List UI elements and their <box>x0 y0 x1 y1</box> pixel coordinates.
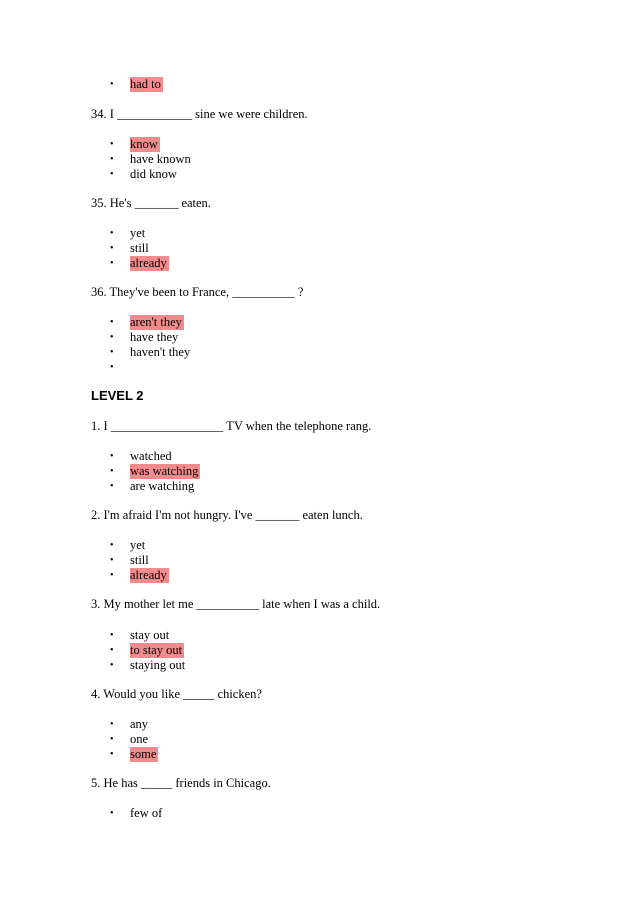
bullet-icon: • <box>110 645 114 656</box>
bullet-icon: • <box>110 481 114 492</box>
bullet-icon: • <box>110 258 114 269</box>
bullet-icon: • <box>110 734 114 745</box>
bullet-icon: • <box>110 317 114 328</box>
option-label: few of <box>130 806 163 820</box>
bullet-icon: • <box>110 139 114 150</box>
option-label: haven't they <box>130 345 191 359</box>
bullet-icon: • <box>110 169 114 180</box>
bullet-icon: • <box>110 749 114 760</box>
section-heading: LEVEL 2 <box>91 388 144 403</box>
option-label: have known <box>130 152 191 166</box>
bullet-icon: • <box>110 332 114 343</box>
option-label: have they <box>130 330 179 344</box>
bullet-icon: • <box>110 451 114 462</box>
bullet-icon: • <box>110 808 114 819</box>
option-label: one <box>130 732 149 746</box>
question-text: 1. I __________________ TV when the telephone rang. <box>91 419 372 433</box>
question-text: 2. I'm afraid I'm not hungry. I've _______ eaten lunch. <box>91 508 363 522</box>
option-label: staying out <box>130 658 186 672</box>
option-label: know <box>130 137 158 151</box>
option-label: stay out <box>130 628 170 642</box>
option-label: had to <box>130 77 161 91</box>
option-label: any <box>130 717 149 731</box>
option-label: are watching <box>130 479 195 493</box>
bullet-icon: • <box>110 540 114 551</box>
option-label: watched <box>130 449 172 463</box>
option-label: to stay out <box>130 643 183 657</box>
option-label: already <box>130 256 167 270</box>
bullet-icon: • <box>110 555 114 566</box>
bullet-icon: • <box>110 466 114 477</box>
bullet-icon: • <box>110 719 114 730</box>
question-text: 4. Would you like _____ chicken? <box>91 687 262 701</box>
question-text: 35. He's _______ eaten. <box>91 196 211 210</box>
option-label: yet <box>130 538 146 552</box>
option-label: aren't they <box>130 315 182 329</box>
bullet-icon: • <box>110 347 114 358</box>
option-label: still <box>130 241 149 255</box>
option-label: some <box>130 747 157 761</box>
option-label: still <box>130 553 149 567</box>
bullet-icon: • <box>110 570 114 581</box>
option-label: was watching <box>130 464 199 478</box>
bullet-icon: • <box>110 243 114 254</box>
bullet-icon: • <box>110 660 114 671</box>
question-text: 36. They've been to France, __________ ? <box>91 285 304 299</box>
question-text: 34. I ____________ sine we were children. <box>91 107 308 121</box>
question-text: 5. He has _____ friends in Chicago. <box>91 776 271 790</box>
bullet-icon: • <box>110 228 114 239</box>
bullet-icon: • <box>110 630 114 641</box>
option-label: did know <box>130 167 177 181</box>
bullet-icon: • <box>110 362 114 373</box>
question-text: 3. My mother let me __________ late when I was a child. <box>91 597 381 611</box>
option-label: already <box>130 568 167 582</box>
option-label: yet <box>130 226 146 240</box>
bullet-icon: • <box>110 154 114 165</box>
bullet-icon: • <box>110 79 114 90</box>
